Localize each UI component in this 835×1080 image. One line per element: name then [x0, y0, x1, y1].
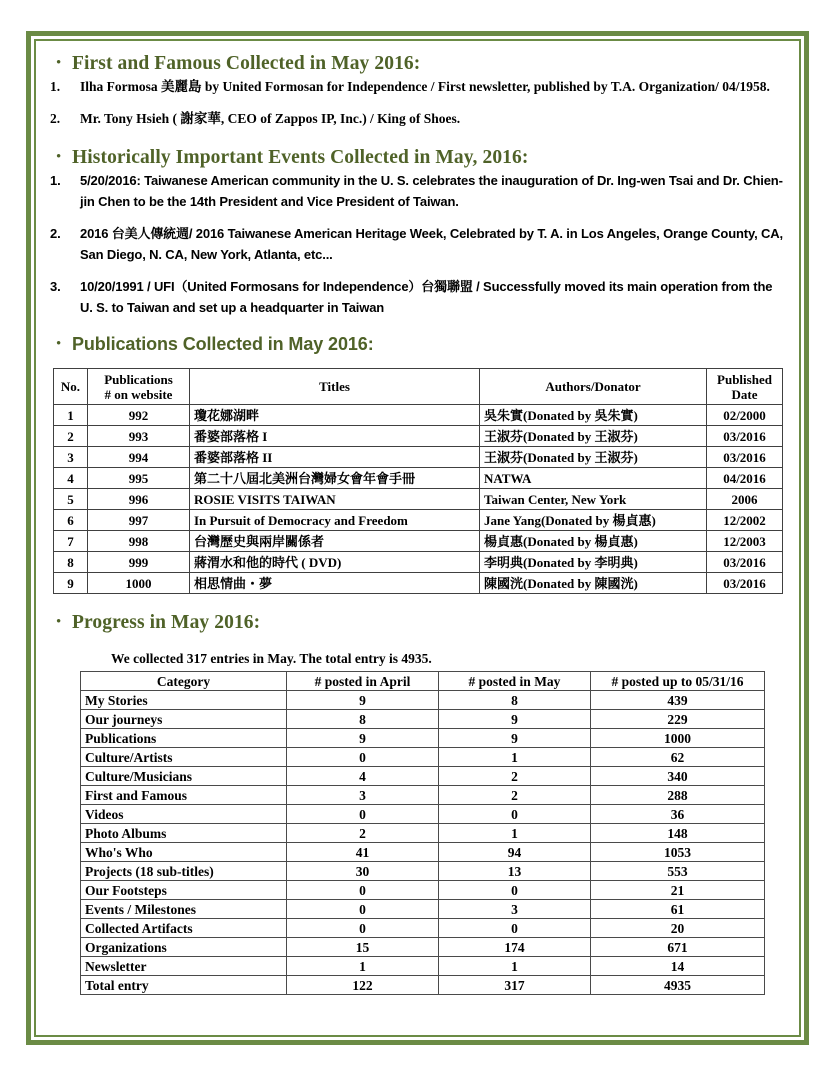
list-item-number: 1.: [50, 79, 61, 94]
cell-may: 0: [439, 805, 591, 824]
cell-no: 4: [54, 468, 88, 489]
cell-april: 41: [287, 843, 439, 862]
cell-title: 蔣渭水和他的時代 ( DVD): [190, 552, 480, 573]
cell-pub-no: 992: [88, 405, 190, 426]
table-row: [81, 729, 765, 748]
table-row: [81, 938, 765, 957]
column-header-posted-total: # posted up to 05/31/16: [591, 672, 765, 691]
cell-total: 14: [591, 957, 765, 976]
cell-title: 第二十八屆北美洲台灣婦女會年會手冊: [190, 468, 480, 489]
cell-author: 陳國洸(Donated by 陳國洸): [480, 573, 707, 594]
heading-text: Publications Collected in May 2016:: [72, 334, 374, 354]
publications-table-head: [54, 369, 783, 405]
cell-may: 1: [439, 748, 591, 767]
cell-may: 3: [439, 900, 591, 919]
list-item-number: 1.: [50, 173, 61, 188]
cell-date: 03/2016: [707, 447, 783, 468]
table-row: [81, 767, 765, 786]
table-header-row: [81, 672, 765, 691]
table-header-row: [54, 369, 783, 405]
cell-no: 6: [54, 510, 88, 531]
cell-no: 1: [54, 405, 88, 426]
cell-category: Collected Artifacts: [81, 919, 287, 938]
table-row: [81, 786, 765, 805]
cell-date: 12/2003: [707, 531, 783, 552]
cell-total: 4935: [591, 976, 765, 995]
section-heading-first-and-famous: [50, 51, 785, 76]
cell-april: 122: [287, 976, 439, 995]
cell-category: Our Footsteps: [81, 881, 287, 900]
cell-may: 94: [439, 843, 591, 862]
cell-april: 8: [287, 710, 439, 729]
cell-author: 王淑芬(Donated by 王淑芬): [480, 426, 707, 447]
cell-no: 7: [54, 531, 88, 552]
table-row: [54, 489, 783, 510]
column-header-posted-may: # posted in May: [439, 672, 591, 691]
table-row: [81, 881, 765, 900]
cell-april: 4: [287, 767, 439, 786]
list-item: [50, 170, 785, 212]
cell-may: 9: [439, 710, 591, 729]
cell-may: 2: [439, 767, 591, 786]
table-row: [81, 976, 765, 995]
column-header-authors: Authors/Donator: [480, 369, 707, 405]
table-row: [81, 710, 765, 729]
cell-total: 61: [591, 900, 765, 919]
cell-may: 174: [439, 938, 591, 957]
table-row: [81, 805, 765, 824]
cell-author: 王淑芬(Donated by 王淑芬): [480, 447, 707, 468]
cell-category: Events / Milestones: [81, 900, 287, 919]
cell-total: 36: [591, 805, 765, 824]
cell-no: 5: [54, 489, 88, 510]
table-row: [81, 900, 765, 919]
table-row: [54, 552, 783, 573]
cell-title: 台灣歷史與兩岸關係者: [190, 531, 480, 552]
cell-april: 0: [287, 919, 439, 938]
list-item-text: 10/20/1991 / UFI（United Formosans for Independence）台獨聯盟 / Successfully moved its main operation from the U. S. to Taiwan and set up a headquarter in Taiwan: [80, 279, 773, 315]
list-item: [50, 108, 785, 129]
column-header-line2: Date: [731, 386, 758, 402]
cell-pub-no: 998: [88, 531, 190, 552]
cell-title: ROSIE VISITS TAIWAN: [190, 489, 480, 510]
section-heading-progress: [50, 610, 785, 635]
cell-date: 2006: [707, 489, 783, 510]
publications-table: [53, 368, 783, 594]
cell-category: Culture/Artists: [81, 748, 287, 767]
table-row: [54, 510, 783, 531]
cell-total: 439: [591, 691, 765, 710]
column-header-no: No.: [54, 369, 88, 405]
cell-pub-no: 996: [88, 489, 190, 510]
cell-pub-no: 997: [88, 510, 190, 531]
table-row: [54, 531, 783, 552]
table-row: [81, 862, 765, 881]
list-item-text: Ilha Formosa 美麗島 by United Formosan for Independence / First newsletter, published by T.A. Organization/ 04/1958.: [80, 79, 770, 94]
cell-author: Taiwan Center, New York: [480, 489, 707, 510]
column-header-titles: Titles: [190, 369, 480, 405]
cell-title: 瓊花娜湖畔: [190, 405, 480, 426]
cell-pub-no: 993: [88, 426, 190, 447]
cell-no: 9: [54, 573, 88, 594]
cell-pub-no: 999: [88, 552, 190, 573]
cell-april: 0: [287, 805, 439, 824]
cell-author: Jane Yang(Donated by 楊貞惠): [480, 510, 707, 531]
cell-may: 13: [439, 862, 591, 881]
cell-april: 3: [287, 786, 439, 805]
section-heading-historically-important: [50, 145, 785, 170]
cell-category: Culture/Musicians: [81, 767, 287, 786]
cell-category: Videos: [81, 805, 287, 824]
cell-april: 15: [287, 938, 439, 957]
column-header-category: Category: [81, 672, 287, 691]
cell-author: 李明典(Donated by 李明典): [480, 552, 707, 573]
list-item: [50, 276, 785, 318]
cell-total: 340: [591, 767, 765, 786]
cell-category: Total entry: [81, 976, 287, 995]
publications-section: [50, 332, 785, 594]
table-row: [81, 748, 765, 767]
cell-date: 03/2016: [707, 426, 783, 447]
list-item-text: 2016 台美人傳統週/ 2016 Taiwanese American Heritage Week, Celebrated by T. A. in Los Angeles, Orange County, CA, San Diego, N. CA, New York, Atlanta, etc...: [80, 226, 783, 262]
cell-april: 30: [287, 862, 439, 881]
list-item-text: Mr. Tony Hsieh ( 謝家華, CEO of Zappos IP, Inc.) / King of Shoes.: [80, 111, 461, 126]
table-row: [54, 405, 783, 426]
cell-category: Projects (18 sub-titles): [81, 862, 287, 881]
publications-table-wrapper: [50, 368, 785, 594]
cell-total: 62: [591, 748, 765, 767]
column-header-line1: Publications: [104, 371, 173, 387]
list-item-number: 2.: [50, 111, 61, 126]
heading-text: Progress in May 2016:: [72, 612, 261, 633]
cell-total: 229: [591, 710, 765, 729]
progress-section: [50, 610, 785, 995]
cell-april: 2: [287, 824, 439, 843]
cell-date: 03/2016: [707, 552, 783, 573]
progress-table-head: [81, 672, 765, 691]
cell-author: 楊貞惠(Donated by 楊貞惠): [480, 531, 707, 552]
cell-total: 21: [591, 881, 765, 900]
bullet-icon: [50, 610, 72, 635]
column-header-published-date: [707, 369, 783, 405]
table-row: [54, 573, 783, 594]
heading-text: First and Famous Collected in May 2016:: [72, 53, 421, 74]
historically-important-section: [50, 145, 785, 318]
cell-title: 相思情曲・夢: [190, 573, 480, 594]
cell-may: 9: [439, 729, 591, 748]
cell-may: 1: [439, 957, 591, 976]
cell-may: 0: [439, 919, 591, 938]
list-item: [50, 76, 785, 97]
cell-may: 317: [439, 976, 591, 995]
list-item-number: 3.: [50, 279, 61, 294]
cell-date: 12/2002: [707, 510, 783, 531]
cell-pub-no: 995: [88, 468, 190, 489]
bullet-icon: [50, 332, 72, 357]
cell-category: My Stories: [81, 691, 287, 710]
progress-intro-text: We collected 317 entries in May. The total entry is 4935.: [111, 651, 432, 666]
cell-title: In Pursuit of Democracy and Freedom: [190, 510, 480, 531]
table-row: [81, 691, 765, 710]
cell-author: NATWA: [480, 468, 707, 489]
list-item-text: 5/20/2016: Taiwanese American community in the U. S. celebrates the inauguration of Dr. Ing-wen Tsai and Dr. Chien-jin Chen to be the 14th President and Vice President of Taiwan.: [80, 173, 783, 209]
cell-category: Our journeys: [81, 710, 287, 729]
cell-april: 0: [287, 900, 439, 919]
cell-pub-no: 1000: [88, 573, 190, 594]
progress-table-body: [81, 691, 765, 995]
list-item-number: 2.: [50, 226, 61, 241]
table-row: [54, 426, 783, 447]
cell-pub-no: 994: [88, 447, 190, 468]
cell-category: Photo Albums: [81, 824, 287, 843]
cell-date: 03/2016: [707, 573, 783, 594]
heading-text: Historically Important Events Collected in May, 2016:: [72, 147, 529, 168]
cell-category: Who's Who: [81, 843, 287, 862]
cell-april: 9: [287, 729, 439, 748]
table-row: [81, 919, 765, 938]
progress-table-wrapper: [50, 671, 785, 995]
cell-april: 1: [287, 957, 439, 976]
cell-date: 04/2016: [707, 468, 783, 489]
cell-may: 0: [439, 881, 591, 900]
cell-may: 1: [439, 824, 591, 843]
cell-total: 1053: [591, 843, 765, 862]
column-header-publication-number: [88, 369, 190, 405]
table-row: [81, 824, 765, 843]
cell-category: Organizations: [81, 938, 287, 957]
historically-important-list: [50, 170, 785, 318]
publications-table-body: [54, 405, 783, 594]
cell-no: 3: [54, 447, 88, 468]
cell-april: 9: [287, 691, 439, 710]
progress-table: [80, 671, 765, 995]
cell-no: 2: [54, 426, 88, 447]
column-header-line1: Published: [717, 371, 772, 387]
cell-category: First and Famous: [81, 786, 287, 805]
table-row: [81, 843, 765, 862]
cell-total: 148: [591, 824, 765, 843]
cell-may: 8: [439, 691, 591, 710]
bullet-icon: [50, 145, 72, 170]
cell-title: 番婆部落格 I: [190, 426, 480, 447]
cell-total: 553: [591, 862, 765, 881]
list-item: [50, 223, 785, 265]
table-row: [54, 447, 783, 468]
document-content: [36, 41, 799, 1035]
column-header-line2: # on website: [104, 386, 173, 402]
cell-category: Publications: [81, 729, 287, 748]
table-row: [81, 957, 765, 976]
cell-total: 288: [591, 786, 765, 805]
first-and-famous-list: [50, 76, 785, 129]
cell-may: 2: [439, 786, 591, 805]
cell-total: 1000: [591, 729, 765, 748]
cell-author: 吳朱實(Donated by 吳朱實): [480, 405, 707, 426]
cell-category: Newsletter: [81, 957, 287, 976]
cell-april: 0: [287, 881, 439, 900]
cell-date: 02/2000: [707, 405, 783, 426]
cell-total: 20: [591, 919, 765, 938]
cell-april: 0: [287, 748, 439, 767]
cell-no: 8: [54, 552, 88, 573]
bullet-icon: [50, 51, 72, 76]
column-header-posted-april: # posted in April: [287, 672, 439, 691]
table-row: [54, 468, 783, 489]
section-heading-publications: [50, 332, 785, 357]
cell-title: 番婆部落格 II: [190, 447, 480, 468]
cell-total: 671: [591, 938, 765, 957]
